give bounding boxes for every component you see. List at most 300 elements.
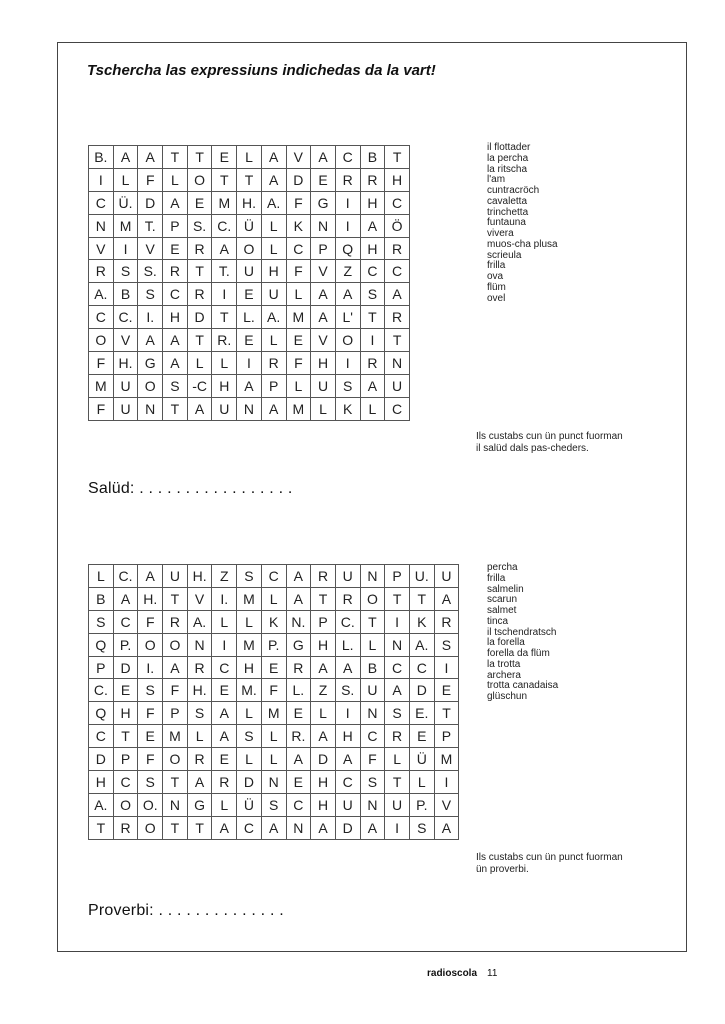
word-list-item: tinca xyxy=(487,615,509,627)
grid-cell: A. xyxy=(261,306,286,329)
word-list-item: flüm xyxy=(487,281,506,293)
grid-cell: D xyxy=(409,679,434,702)
word-list-item: la ritscha xyxy=(487,163,528,175)
grid-cell: O. xyxy=(138,793,163,816)
grid-cell: N xyxy=(360,793,385,816)
grid-cell: O xyxy=(187,168,212,191)
word-list-item: la trotta xyxy=(487,658,521,670)
grid-cell: D xyxy=(138,191,163,214)
grid-cell: L xyxy=(261,237,286,260)
hint-line: Ils custabs cun ün punct fuorman xyxy=(476,431,623,442)
grid-cell: A xyxy=(360,374,385,397)
grid-cell: O xyxy=(138,374,163,397)
grid-cell: D xyxy=(89,748,114,771)
grid-cell: H xyxy=(360,237,385,260)
grid-cell: C. xyxy=(113,565,138,588)
grid-cell: N xyxy=(311,214,336,237)
grid-row xyxy=(89,397,410,420)
grid-cell: R xyxy=(187,283,212,306)
grid-cell: L. xyxy=(335,633,360,656)
grid-cell: C xyxy=(212,656,237,679)
grid-cell: O xyxy=(89,329,114,352)
grid-row xyxy=(89,237,410,260)
grid-row xyxy=(89,306,410,329)
grid-cell: H xyxy=(212,374,237,397)
grid-cell: N xyxy=(360,565,385,588)
grid-row xyxy=(89,610,459,633)
grid-cell: T xyxy=(360,610,385,633)
grid-cell: T xyxy=(187,260,212,283)
grid-cell: T xyxy=(385,771,410,794)
grid-cell: L xyxy=(89,565,114,588)
grid-cell: F xyxy=(163,679,188,702)
grid-cell: I xyxy=(335,352,360,375)
grid-cell: C xyxy=(385,191,410,214)
grid-row xyxy=(89,656,459,679)
grid-cell: C xyxy=(286,237,311,260)
grid-cell: P xyxy=(311,237,336,260)
grid-cell: F xyxy=(89,352,114,375)
grid-cell: U xyxy=(434,565,459,588)
grid-cell: L xyxy=(163,168,188,191)
grid-cell: C. xyxy=(113,306,138,329)
grid-cell: A xyxy=(261,816,286,839)
word-list-item: cuntracröch xyxy=(487,185,540,196)
grid-cell: A xyxy=(261,168,286,191)
grid-cell: K xyxy=(286,214,311,237)
grid-cell: F xyxy=(138,168,163,191)
grid-cell: E xyxy=(409,725,434,748)
grid-cell: A xyxy=(385,283,410,306)
grid-cell: A xyxy=(335,283,360,306)
grid-cell: S xyxy=(163,374,188,397)
grid-cell: O xyxy=(113,793,138,816)
grid-cell: R xyxy=(163,610,188,633)
grid-cell: T xyxy=(187,146,212,169)
word-list-item: scarun xyxy=(487,594,518,606)
grid-cell: A xyxy=(138,329,163,352)
word-list-item: la forella xyxy=(487,637,525,649)
grid-cell: A xyxy=(311,656,336,679)
grid-cell: M xyxy=(212,191,237,214)
grid-cell: R. xyxy=(286,725,311,748)
grid-cell: S xyxy=(113,260,138,283)
grid-cell: E xyxy=(212,679,237,702)
grid-cell: A xyxy=(335,656,360,679)
grid-cell: E. xyxy=(409,702,434,725)
grid-cell: H xyxy=(113,702,138,725)
grid-cell: Ü xyxy=(409,748,434,771)
grid-cell: G xyxy=(311,191,336,214)
grid-cell: A xyxy=(212,702,237,725)
grid-cell: R xyxy=(187,237,212,260)
grid-cell: E xyxy=(286,771,311,794)
grid-cell: R xyxy=(335,168,360,191)
grid-cell: Q xyxy=(335,237,360,260)
grid-cell: S xyxy=(187,702,212,725)
word-list-item: il flottader xyxy=(487,142,531,153)
word-list-2 xyxy=(487,563,558,703)
footer-brand: radioscola xyxy=(427,968,478,979)
grid-cell: P xyxy=(261,374,286,397)
grid-cell: M xyxy=(261,702,286,725)
grid-cell: S xyxy=(409,816,434,839)
grid-cell: C xyxy=(261,565,286,588)
grid-cell: C xyxy=(113,610,138,633)
grid-cell: H. xyxy=(187,679,212,702)
grid-cell: N xyxy=(286,816,311,839)
grid-cell: R xyxy=(434,610,459,633)
grid-cell: O xyxy=(360,587,385,610)
grid-cell: H. xyxy=(113,352,138,375)
grid-cell: A. xyxy=(89,793,114,816)
grid-cell: M xyxy=(286,306,311,329)
grid-cell: L xyxy=(212,793,237,816)
grid-row xyxy=(89,352,410,375)
grid-cell: C xyxy=(385,656,410,679)
grid-cell: Ü. xyxy=(113,191,138,214)
grid-cell: A xyxy=(212,725,237,748)
grid-cell: A xyxy=(286,748,311,771)
grid-cell: D xyxy=(187,306,212,329)
grid-cell: H. xyxy=(187,565,212,588)
grid-cell: R xyxy=(187,748,212,771)
page-number: 11 xyxy=(487,968,498,979)
grid-cell: T xyxy=(163,397,188,420)
grid-cell: M xyxy=(434,748,459,771)
grid-cell: C xyxy=(385,397,410,420)
word-search-grid-2 xyxy=(88,564,459,840)
grid-cell: T xyxy=(385,146,410,169)
grid-cell: U xyxy=(212,397,237,420)
grid-cell: O xyxy=(138,816,163,839)
grid-cell: H xyxy=(89,771,114,794)
grid-cell: I xyxy=(335,191,360,214)
grid-cell: Z xyxy=(311,679,336,702)
grid-cell: T xyxy=(360,306,385,329)
grid-cell: S xyxy=(237,725,262,748)
grid-cell: A xyxy=(163,352,188,375)
grid-cell: M xyxy=(113,214,138,237)
grid-cell: L xyxy=(237,610,262,633)
grid-cell: A xyxy=(113,587,138,610)
grid-cell: V xyxy=(311,329,336,352)
grid-cell: E xyxy=(212,146,237,169)
grid-cell: R. xyxy=(212,329,237,352)
grid-cell: R xyxy=(187,656,212,679)
grid-cell: T. xyxy=(138,214,163,237)
grid-cell: C xyxy=(89,725,114,748)
grid-row xyxy=(89,214,410,237)
grid-cell: A xyxy=(113,146,138,169)
word-list-item: percha xyxy=(487,562,518,573)
word-list-item: salmelin xyxy=(487,583,524,595)
grid-cell: S xyxy=(89,610,114,633)
grid-cell: U xyxy=(113,374,138,397)
grid-cell: B xyxy=(113,283,138,306)
hint-note-2 xyxy=(476,852,623,875)
word-list-item: trinchetta xyxy=(487,206,529,218)
grid-cell: E xyxy=(237,283,262,306)
grid-cell: U xyxy=(261,283,286,306)
grid-cell: C xyxy=(335,146,360,169)
grid-cell: L xyxy=(261,329,286,352)
grid-cell: P. xyxy=(261,633,286,656)
grid-cell: A xyxy=(163,656,188,679)
grid-cell: L xyxy=(212,610,237,633)
word-list-item: ova xyxy=(487,271,504,282)
grid-cell: E xyxy=(237,329,262,352)
word-list-item: muos-cha plusa xyxy=(487,238,558,250)
grid-cell: T xyxy=(385,587,410,610)
grid-cell: -C xyxy=(187,374,212,397)
grid-cell: A. xyxy=(187,610,212,633)
grid-cell: D xyxy=(237,771,262,794)
grid-cell: C xyxy=(335,771,360,794)
grid-cell: C xyxy=(409,656,434,679)
grid-cell: R xyxy=(89,260,114,283)
grid-cell: Q xyxy=(89,702,114,725)
grid-cell: B. xyxy=(89,146,114,169)
hint-line: Ils custabs cun ün punct fuorman xyxy=(476,852,623,863)
grid-cell: M xyxy=(89,374,114,397)
grid-cell: C xyxy=(385,260,410,283)
grid-row xyxy=(89,587,459,610)
grid-cell: L. xyxy=(286,679,311,702)
grid-cell: Ö xyxy=(385,214,410,237)
grid-cell: S xyxy=(138,771,163,794)
grid-cell: T xyxy=(212,168,237,191)
grid-cell: R xyxy=(212,771,237,794)
word-list-item: salmet xyxy=(487,605,517,616)
grid-cell: L xyxy=(286,283,311,306)
grid-cell: E xyxy=(261,656,286,679)
grid-cell: A xyxy=(261,146,286,169)
grid-cell: P xyxy=(89,656,114,679)
hint-line: il salüd dals pas-cheders. xyxy=(476,442,589,454)
grid-cell: R xyxy=(261,352,286,375)
grid-cell: T xyxy=(113,725,138,748)
word-list-item: frilla xyxy=(487,572,506,584)
grid-cell: H xyxy=(385,168,410,191)
word-list-item: cavaletta xyxy=(487,195,528,207)
grid-cell: V xyxy=(187,587,212,610)
grid-cell: A xyxy=(212,237,237,260)
grid-cell: M xyxy=(163,725,188,748)
word-list-item: archera xyxy=(487,669,521,681)
grid-cell: L xyxy=(237,748,262,771)
grid-cell: H xyxy=(311,793,336,816)
grid-cell: S xyxy=(335,374,360,397)
grid-cell: P xyxy=(385,565,410,588)
grid-cell: T xyxy=(409,587,434,610)
word-list-item: glüschun xyxy=(487,691,528,702)
grid-cell: R xyxy=(385,237,410,260)
grid-cell: V xyxy=(113,329,138,352)
grid-cell: E xyxy=(187,191,212,214)
grid-cell: L xyxy=(187,352,212,375)
grid-cell: H. xyxy=(237,191,262,214)
grid-cell: U xyxy=(385,793,410,816)
grid-cell: L xyxy=(286,374,311,397)
grid-cell: U xyxy=(237,260,262,283)
grid-cell: F xyxy=(286,191,311,214)
grid-cell: L xyxy=(311,397,336,420)
grid-cell: H xyxy=(311,771,336,794)
grid-cell: C xyxy=(89,306,114,329)
grid-cell: S. xyxy=(187,214,212,237)
grid-cell: A xyxy=(360,214,385,237)
grid-cell: U. xyxy=(409,565,434,588)
grid-cell: L xyxy=(212,352,237,375)
grid-cell: R xyxy=(286,656,311,679)
grid-cell: S xyxy=(385,702,410,725)
grid-cell: K xyxy=(261,610,286,633)
grid-cell: A xyxy=(261,397,286,420)
grid-cell: O xyxy=(237,237,262,260)
grid-row xyxy=(89,260,410,283)
grid-cell: U xyxy=(335,793,360,816)
grid-cell: R xyxy=(163,260,188,283)
grid-cell: A xyxy=(311,283,336,306)
word-list-item: forella da flüm xyxy=(487,648,550,659)
grid-cell: R xyxy=(360,168,385,191)
grid-cell: L' xyxy=(335,306,360,329)
grid-cell: P xyxy=(163,214,188,237)
grid-cell: M xyxy=(237,587,262,610)
grid-cell: L xyxy=(261,214,286,237)
grid-cell: U xyxy=(360,679,385,702)
grid-cell: A xyxy=(385,679,410,702)
page-footer xyxy=(427,968,497,979)
grid-cell: S xyxy=(360,283,385,306)
grid-cell: L xyxy=(187,725,212,748)
grid-row xyxy=(89,725,459,748)
grid-cell: H xyxy=(163,306,188,329)
grid-cell: G xyxy=(138,352,163,375)
grid-cell: E xyxy=(138,725,163,748)
grid-cell: H xyxy=(261,260,286,283)
grid-cell: L xyxy=(360,633,385,656)
grid-cell: Q xyxy=(89,633,114,656)
word-list-1 xyxy=(487,143,558,304)
grid-cell: T xyxy=(187,816,212,839)
grid-cell: M xyxy=(286,397,311,420)
grid-cell: P. xyxy=(409,793,434,816)
grid-cell: C. xyxy=(335,610,360,633)
grid-cell: N xyxy=(89,214,114,237)
grid-cell: S xyxy=(360,771,385,794)
grid-cell: E xyxy=(286,329,311,352)
grid-cell: A xyxy=(311,306,336,329)
grid-cell: U xyxy=(163,565,188,588)
grid-cell: A xyxy=(311,816,336,839)
grid-cell: T xyxy=(163,816,188,839)
grid-cell: L xyxy=(311,702,336,725)
grid-cell: F xyxy=(261,679,286,702)
grid-cell: K xyxy=(409,610,434,633)
grid-cell: T xyxy=(237,168,262,191)
grid-cell: B xyxy=(360,656,385,679)
grid-cell: F xyxy=(138,610,163,633)
grid-cell: T xyxy=(163,587,188,610)
grid-cell: O xyxy=(138,633,163,656)
grid-cell: E xyxy=(286,702,311,725)
grid-cell: U xyxy=(385,374,410,397)
answer-line-salud: Salüd: . . . . . . . . . . . . . . . . . xyxy=(88,480,293,497)
page-title: Tschercha las expressiuns indichedas da la vart! xyxy=(87,62,436,79)
grid-cell: F xyxy=(360,748,385,771)
grid-cell: A. xyxy=(261,191,286,214)
grid-cell: C. xyxy=(89,679,114,702)
grid-cell: Z xyxy=(212,565,237,588)
grid-cell: H xyxy=(360,191,385,214)
grid-cell: R xyxy=(385,725,410,748)
grid-cell: I xyxy=(237,352,262,375)
grid-cell: R xyxy=(311,565,336,588)
grid-cell: M xyxy=(237,633,262,656)
grid-cell: H. xyxy=(138,587,163,610)
grid-cell: F xyxy=(286,260,311,283)
grid-cell: F xyxy=(89,397,114,420)
grid-row xyxy=(89,771,459,794)
grid-cell: C xyxy=(286,793,311,816)
hint-note-1 xyxy=(476,431,623,454)
grid-cell: I xyxy=(385,610,410,633)
grid-cell: A xyxy=(311,146,336,169)
grid-row xyxy=(89,283,410,306)
grid-cell: D xyxy=(335,816,360,839)
grid-cell: L xyxy=(261,725,286,748)
grid-cell: I. xyxy=(138,656,163,679)
grid-cell: I xyxy=(212,283,237,306)
grid-cell: M. xyxy=(237,679,262,702)
grid-cell: T xyxy=(187,329,212,352)
grid-cell: T xyxy=(163,771,188,794)
grid-cell: A xyxy=(138,146,163,169)
grid-cell: A xyxy=(212,816,237,839)
grid-cell: G xyxy=(286,633,311,656)
answer-line-proverbi: Proverbi: . . . . . . . . . . . . . . xyxy=(88,902,284,919)
grid-cell: A xyxy=(311,725,336,748)
grid-cell: I xyxy=(212,633,237,656)
grid-cell: R xyxy=(113,816,138,839)
grid-cell: O xyxy=(163,633,188,656)
grid-cell: A. xyxy=(89,283,114,306)
grid-cell: L xyxy=(261,587,286,610)
grid-cell: A xyxy=(237,374,262,397)
grid-cell: T xyxy=(385,329,410,352)
grid-row xyxy=(89,146,410,169)
grid-cell: C xyxy=(113,771,138,794)
grid-cell: V xyxy=(89,237,114,260)
grid-cell: N. xyxy=(286,610,311,633)
grid-cell: S xyxy=(261,793,286,816)
grid-cell: B xyxy=(89,587,114,610)
grid-cell: P xyxy=(113,748,138,771)
grid-cell: I xyxy=(89,168,114,191)
grid-cell: N xyxy=(163,793,188,816)
grid-cell: U xyxy=(113,397,138,420)
grid-cell: F xyxy=(138,702,163,725)
grid-row xyxy=(89,374,410,397)
grid-cell: N xyxy=(138,397,163,420)
word-search-grid-1 xyxy=(88,145,410,421)
grid-cell: E xyxy=(212,748,237,771)
grid-cell: U xyxy=(311,374,336,397)
grid-cell: A xyxy=(434,816,459,839)
grid-cell: D xyxy=(311,748,336,771)
